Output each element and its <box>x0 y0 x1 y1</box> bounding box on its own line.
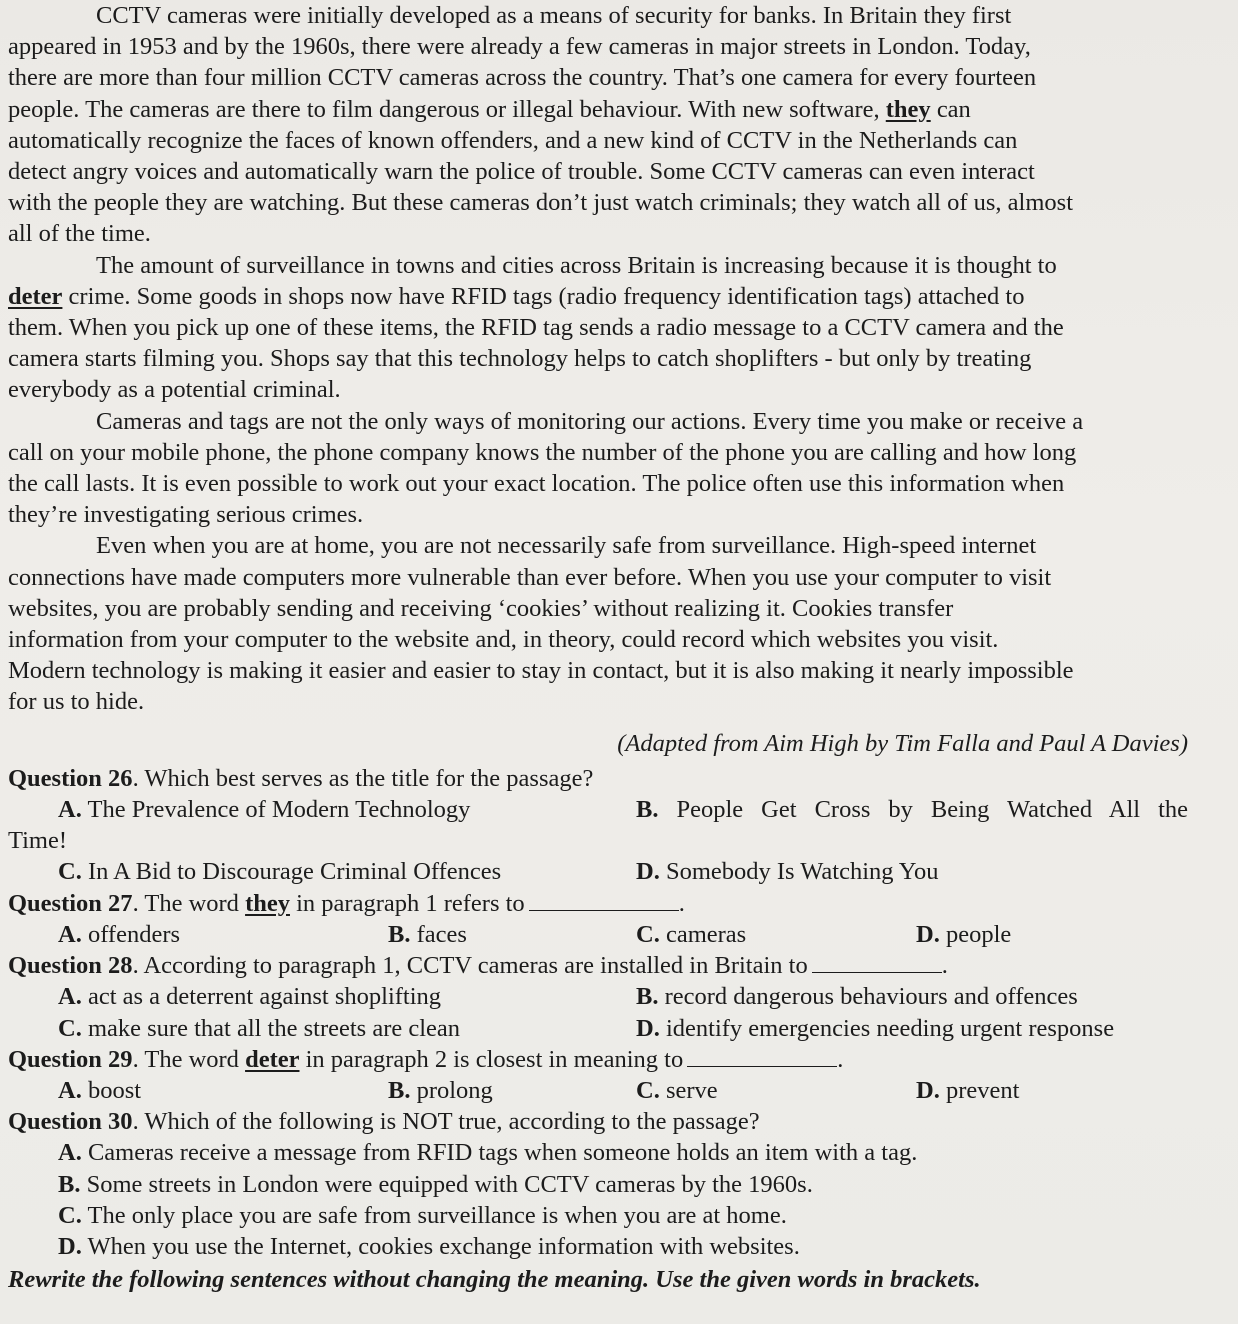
p1-line <box>8 94 1188 125</box>
option-c[interactable] <box>8 1200 1188 1231</box>
option-c[interactable] <box>636 1075 916 1106</box>
p2-line: them. When you pick up one of these items, the RFID tag sends a radio message to a CCTV camera and the <box>8 314 1064 342</box>
p4-line: Even when you are at home, you are not necessarily safe from surveillance. High-speed internet <box>96 532 1037 560</box>
option-text: act as a deterrent against shoplifting <box>87 983 442 1011</box>
question-26 <box>8 763 1188 888</box>
p1-text: can <box>936 95 971 123</box>
option-label: A. <box>58 983 82 1011</box>
option-d[interactable] <box>916 919 1188 950</box>
option-b-wrap: Time! <box>8 827 68 855</box>
option-label: C. <box>58 1201 82 1229</box>
option-text: The Prevalence of Modern Technology <box>87 796 471 824</box>
option-label: A. <box>58 920 82 948</box>
question-stem <box>8 950 1188 981</box>
option-label: B. <box>58 1170 81 1198</box>
options-row <box>8 981 1188 1012</box>
question-stem <box>8 1044 1188 1075</box>
p4-line: Modern technology is making it easier and easier to stay in contact, but it is also making it nearly impossible <box>8 657 1074 685</box>
option-a[interactable] <box>8 1137 1188 1168</box>
question-stem <box>8 1106 1188 1137</box>
answer-blank <box>812 971 942 973</box>
question-stem <box>8 888 1188 919</box>
question-27 <box>8 888 1188 950</box>
question-30 <box>8 1106 1188 1262</box>
option-text: In A Bid to Discourage Criminal Offences <box>87 858 502 886</box>
option-label: B. <box>636 796 659 824</box>
word-deter-underlined: deter <box>8 282 63 310</box>
option-text: offenders <box>87 920 181 948</box>
option-a[interactable] <box>58 981 636 1012</box>
option-text: make sure that all the streets are clean <box>87 1014 461 1042</box>
option-b[interactable] <box>8 1169 1188 1200</box>
p3-line: call on your mobile phone, the phone company knows the number of the phone you are calling and how long <box>8 438 1077 466</box>
option-b[interactable] <box>636 981 1188 1012</box>
option-label: A. <box>58 796 82 824</box>
options-row <box>8 794 1188 825</box>
option-text: serve <box>665 1076 718 1104</box>
answer-blank <box>529 909 679 911</box>
question-end: . <box>678 889 685 917</box>
rewrite-instruction: Rewrite the following sentences without changing the meaning. Use the given words in brackets. <box>8 1266 981 1294</box>
option-label: D. <box>636 858 660 886</box>
p1-line: with the people they are watching. But these cameras don’t just watch criminals; they watch all of us, almost <box>8 189 1074 217</box>
p1-line: appeared in 1953 and by the 1960s, there were already a few cameras in major streets in London. Today, <box>8 33 1031 61</box>
options-row <box>8 856 1188 887</box>
question-end: . <box>941 952 948 980</box>
option-b[interactable] <box>388 1075 636 1106</box>
option-text: People Get Cross by Being Watched All the <box>676 796 1188 824</box>
option-text: Cameras receive a message from RFID tags when someone holds an item with a tag. <box>87 1139 918 1167</box>
p1-line: detect angry voices and automatically warn the police of trouble. Some CCTV cameras can even interact <box>8 158 1035 186</box>
option-label: D. <box>916 920 940 948</box>
option-label: C. <box>58 858 82 886</box>
p2-line <box>8 281 1188 312</box>
paragraph-1 <box>8 0 1188 250</box>
options-row <box>8 1013 1188 1044</box>
p1-line: automatically recognize the faces of known offenders, and a new kind of CCTV in the Netherlands can <box>8 126 1018 154</box>
question-28 <box>8 950 1188 1044</box>
paragraph-4 <box>8 530 1188 717</box>
option-text: cameras <box>665 920 747 948</box>
paragraph-2 <box>8 250 1188 406</box>
p4-line: information from your computer to the website and, in theory, could record which websites you visit. <box>8 626 999 654</box>
source-credit: (Adapted from Aim High by Tim Falla and Paul A Davies) <box>617 729 1188 757</box>
option-text: faces <box>416 920 467 948</box>
p3-line: Cameras and tags are not the only ways of monitoring our actions. Every time you make or receive a <box>96 407 1084 435</box>
option-label: D. <box>916 1076 940 1104</box>
p1-text: people. The cameras are there to film dangerous or illegal behaviour. With new software, <box>8 95 880 123</box>
option-label: B. <box>388 1076 411 1104</box>
question-keyword: they <box>245 889 290 917</box>
question-label: Question 26 <box>8 764 133 792</box>
option-label: C. <box>636 1076 660 1104</box>
option-d[interactable] <box>916 1075 1188 1106</box>
option-text: people <box>945 920 1012 948</box>
option-d[interactable] <box>8 1231 1188 1262</box>
p2-text: crime. Some goods in shops now have RFID tags (radio frequency identification tags) attached to <box>68 282 1025 310</box>
question-text: . The word <box>132 1045 246 1073</box>
p4-line: for us to hide. <box>8 688 145 716</box>
p2-line: The amount of surveillance in towns and cities across Britain is increasing because it is thought to <box>96 251 1057 279</box>
p1-line: CCTV cameras were initially developed as a means of security for banks. In Britain they first <box>96 2 1012 29</box>
question-label: Question 29 <box>8 1045 133 1073</box>
option-label: B. <box>636 983 659 1011</box>
p1-line: there are more than four million CCTV cameras across the country. That’s one camera for every fourteen <box>8 64 1037 92</box>
option-text: prevent <box>945 1076 1020 1104</box>
options-row <box>8 1075 1188 1106</box>
option-text: When you use the Internet, cookies exchange information with websites. <box>87 1232 800 1260</box>
question-stem <box>8 763 1188 794</box>
option-d[interactable] <box>636 1013 1188 1044</box>
option-c[interactable] <box>636 919 916 950</box>
question-text: . Which best serves as the title for the passage? <box>132 764 594 792</box>
option-text: Some streets in London were equipped with CCTV cameras by the 1960s. <box>86 1170 813 1198</box>
option-label: A. <box>58 1076 82 1104</box>
word-they-underlined: they <box>885 95 931 123</box>
option-text: The only place you are safe from surveillance is when you are at home. <box>87 1201 787 1229</box>
p3-line: they’re investigating serious crimes. <box>8 501 364 529</box>
option-label: B. <box>388 920 411 948</box>
option-text: boost <box>87 1076 142 1104</box>
p3-line: the call lasts. It is even possible to work out your exact location. The police often use this information when <box>8 470 1065 498</box>
option-b[interactable] <box>388 919 636 950</box>
question-text: . The word <box>132 889 246 917</box>
question-29 <box>8 1044 1188 1106</box>
option-label: A. <box>58 1139 82 1167</box>
option-text: identify emergencies needing urgent response <box>665 1014 1115 1042</box>
options-row <box>8 919 1188 950</box>
question-end: . <box>837 1045 844 1073</box>
question-label: Question 27 <box>8 889 133 917</box>
option-a[interactable] <box>58 919 388 950</box>
p2-line: everybody as a potential criminal. <box>8 376 341 404</box>
option-label: C. <box>58 1014 82 1042</box>
question-text: . Which of the following is NOT true, according to the passage? <box>132 1108 760 1136</box>
option-d[interactable] <box>636 856 1188 887</box>
option-label: C. <box>636 920 660 948</box>
question-text: in paragraph 1 refers to <box>289 889 525 917</box>
option-a[interactable] <box>58 794 636 825</box>
p2-line: camera starts filming you. Shops say that this technology helps to catch shoplifters - but only by treating <box>8 345 1032 373</box>
option-text: prolong <box>416 1076 493 1104</box>
answer-blank <box>687 1065 837 1067</box>
paragraph-3 <box>8 406 1188 531</box>
option-label: D. <box>636 1014 660 1042</box>
question-keyword: deter <box>245 1045 300 1073</box>
option-c[interactable] <box>58 856 636 887</box>
reading-passage-sheet <box>8 0 1188 1295</box>
p4-line: connections have made computers more vulnerable than ever before. When you use your computer to visit <box>8 563 1052 591</box>
option-text: record dangerous behaviours and offences <box>664 983 1078 1011</box>
question-text: in paragraph 2 is closest in meaning to <box>299 1045 684 1073</box>
p4-line: websites, you are probably sending and receiving ‘cookies’ without realizing it. Cookies transfer <box>8 594 954 622</box>
question-text: . According to paragraph 1, CCTV cameras are installed in Britain to <box>132 952 808 980</box>
question-label: Question 28 <box>8 952 133 980</box>
option-a[interactable] <box>58 1075 388 1106</box>
question-label: Question 30 <box>8 1108 133 1136</box>
option-text: Somebody Is Watching You <box>665 858 939 886</box>
option-c[interactable] <box>58 1013 636 1044</box>
option-label: D. <box>58 1232 82 1260</box>
option-b[interactable] <box>636 794 1188 825</box>
p1-line: all of the time. <box>8 220 151 248</box>
